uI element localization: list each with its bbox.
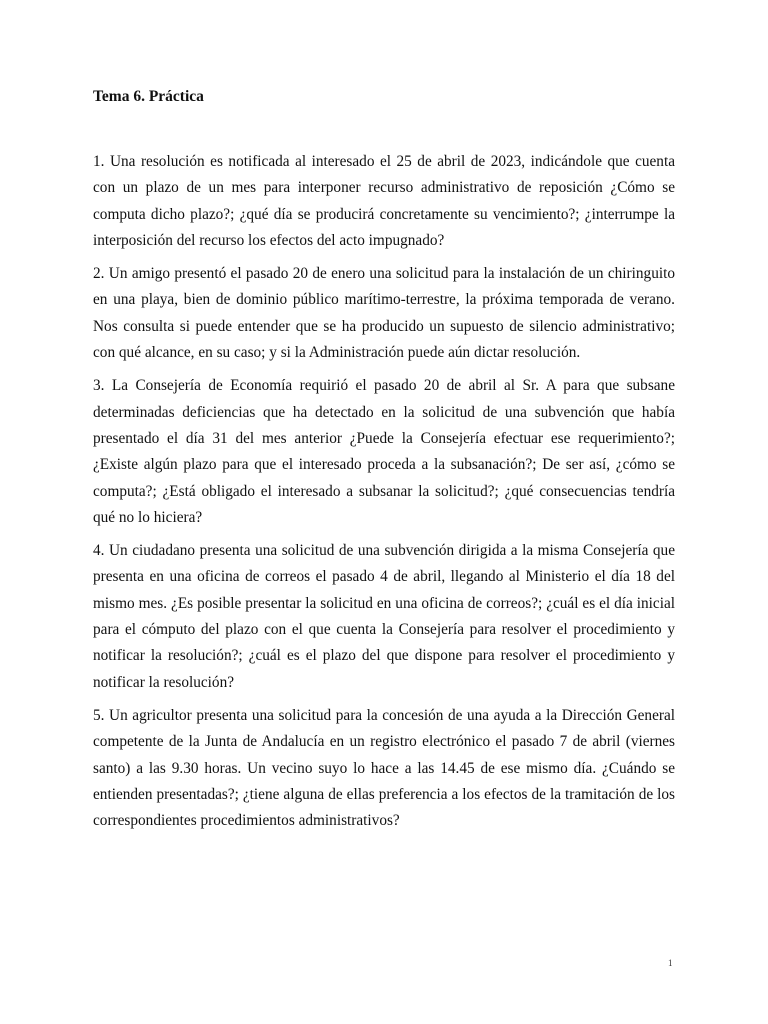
question-1: 1. Una resolución es notificada al interesado el 25 de abril de 2023, indicándole que cuenta con un plazo de un mes para interponer recurso administrativo de reposición ¿Cómo se computa dicho plazo?; ¿qué día se producirá concretamente su vencimiento?; ¿interrumpe la interposición del recurso los efectos del acto impugnado? — [93, 153, 675, 249]
question-3: 3. La Consejería de Economía requirió el pasado 20 de abril al Sr. A para que subsane determinadas deficiencias que ha detectado en la solicitud de una subvención que había presentado el día 31 del mes anterior ¿Puede la Consejería efectuar ese requerimiento?; ¿Existe algún plazo para que el interesado proceda a la subsanación?; De ser así, ¿cómo se computa?; ¿Está obligado el interesado a subsanar la solicitud?; ¿qué consecuencias tendría qué no lo hiciera? — [93, 377, 675, 526]
question-5: 5. Un agricultor presenta una solicitud para la concesión de una ayuda a la Dirección General competente de la Junta de Andalucía en un registro electrónico el pasado 7 de abril (viernes santo) a las 9.30 horas. Un vecino suyo lo hace a las 14.45 de ese mismo día. ¿Cuándo se entienden presentadas?; ¿tiene alguna de ellas preferencia a los efectos de la tramitación de los correspondientes procedimientos administrativos? — [93, 706, 675, 830]
questions-list — [93, 149, 675, 841]
question-4: 4. Un ciudadano presenta una solicitud de una subvención dirigida a la misma Consejería que presenta en una oficina de correos el pasado 4 de abril, llegando al Ministerio el día 18 del mismo mes. ¿Es posible presentar la solicitud en una oficina de correos?; ¿cuál es el día inicial para el cómputo del plazo con el que cuenta la Consejería para resolver el procedimiento y notificar la resolución?; ¿cuál es el plazo del que dispone para resolver el procedimiento y notificar la resolución? — [93, 542, 675, 691]
document-title: Tema 6. Práctica — [93, 88, 204, 105]
page-number: 1 — [668, 958, 673, 968]
question-2: 2. Un amigo presentó el pasado 20 de enero una solicitud para la instalación de un chiringuito en una playa, bien de dominio público marítimo-terrestre, la próxima temporada de verano. Nos consulta si puede entender que se ha producido un supuesto de silencio administrativo; con qué alcance, en su caso; y si la Administración puede aún dictar resolución. — [93, 265, 675, 362]
